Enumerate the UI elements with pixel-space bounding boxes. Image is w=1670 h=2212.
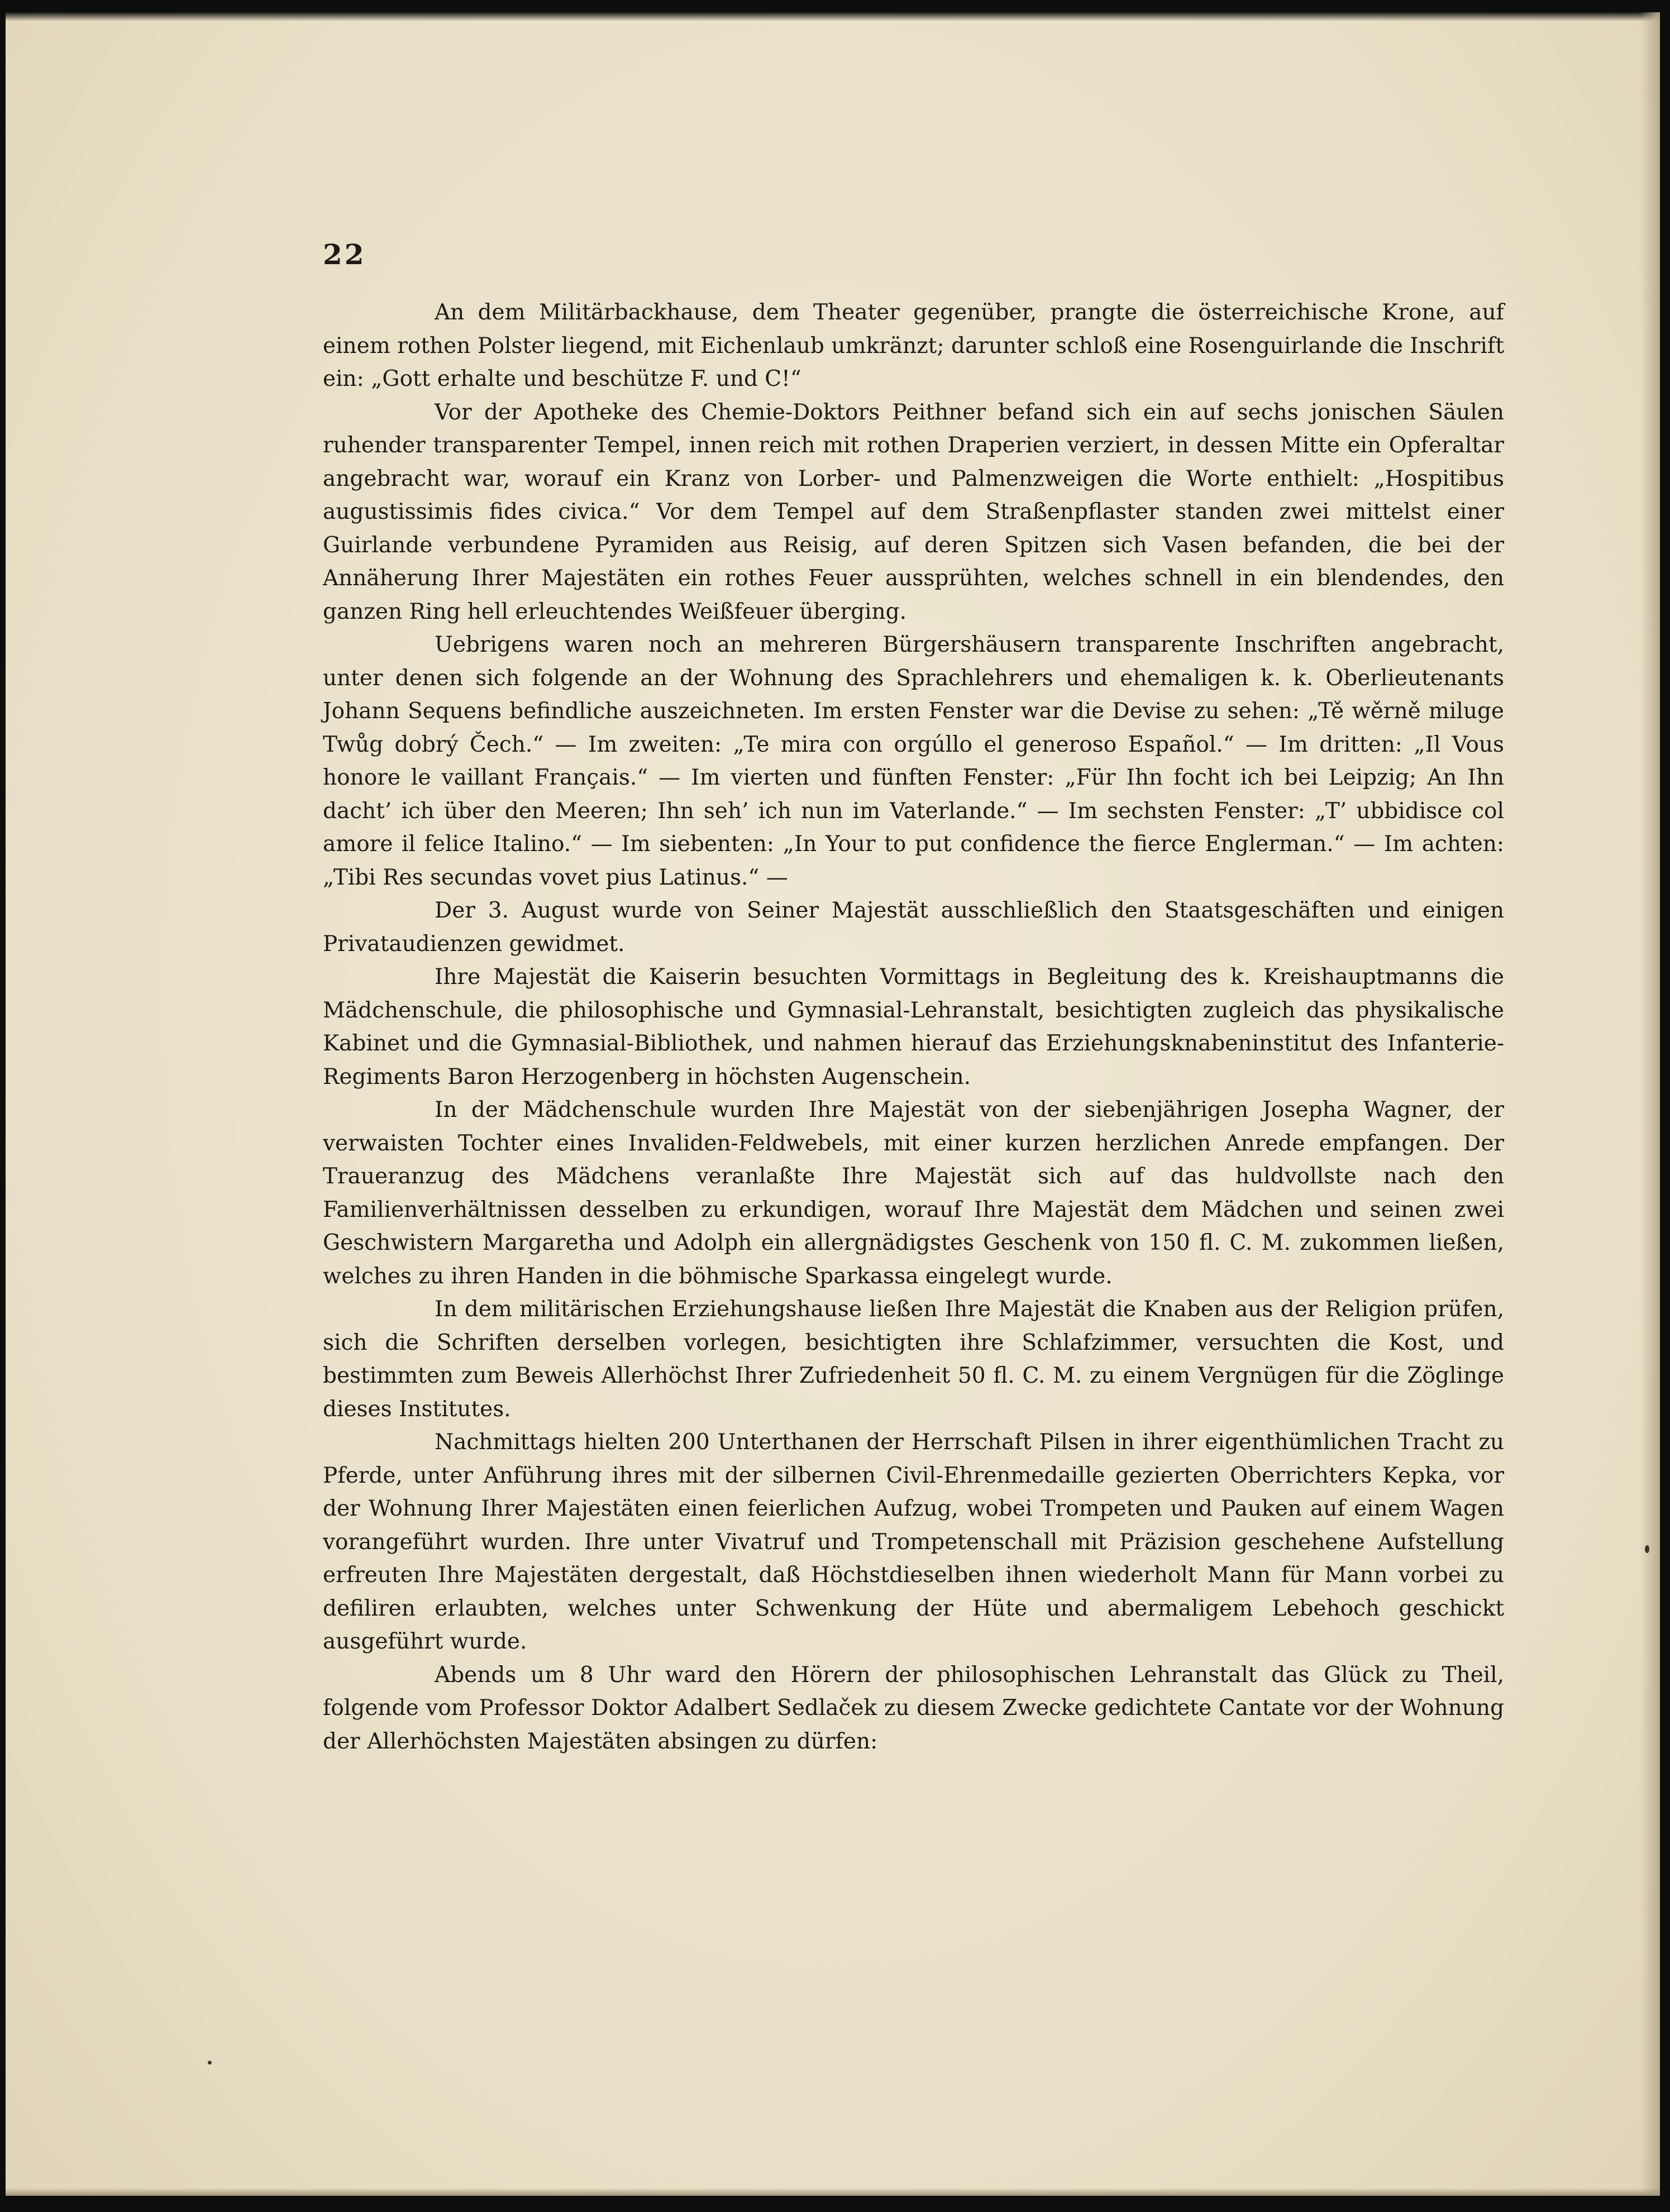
paragraph: Der 3. August wurde von Seiner Majestät ausschließlich den Staatsgeschäften und einigen Privataudienzen gewidmet. [323,898,1504,957]
paragraph: Nachmittags hielten 200 Unterthanen der Herrschaft Pilsen in ihrer eigenthümlichen Tracht zu Pferde, unter Anführung ihres mit der silbernen Civil-Ehrenmedaille gezierten Oberrichters Kepka, vor der Wohnung Ihrer Majestäten einen feierlichen Aufzug, wobei Trompeten und Pauken auf einem Wagen vorangeführt wurden. Ihre unter Vivatruf und Trompetenschall mit Präzision geschehene Aufstellung erfreuten Ihre Majestäten dergestalt, daß Höchstdieselben ihnen wiederholt Mann für Mann vorbei zu defiliren erlaubten, welches unter Schwenkung der Hüte und abermaligem Lebehoch geschickt ausgeführt wurde. [323,1430,1504,1654]
body-text [323,296,1504,1758]
page-bottom-edge [6,2188,1660,2196]
paragraph: Uebrigens waren noch an mehreren Bürgershäusern transparente Inschriften angebracht, unter denen sich folgende an der Wohnung des Sprachlehrers und ehemaligen k. k. Oberlieutenants Johann Sequens befindliche auszeichneten. Im ersten Fenster war die Devise zu sehen: „Tě wěrně miluge Twůg dobrý Čech.“ — Im zweiten: „Te mira con orgúllo el generoso Español.“ — Im dritten: „Il Vous honore le vaillant Français.“ — Im vierten und fünften Fenster: „Für Ihn focht ich bei Leipzig; An Ihn dacht’ ich über den Meeren; Ihn seh’ ich nun im Vaterlande.“ — Im sechsten Fenster: „T’ ubbidisce col amore il felice Italino.“ — Im siebenten: „In Your to put confidence the fierce Englerman.“ — Im achten: „Tibi Res secundas vovet pius Latinus.“ — [323,632,1504,890]
paper-speck [1645,1545,1649,1553]
paragraph: Ihre Majestät die Kaiserin besuchten Vormittags in Begleitung des k. Kreishauptmanns die Mädchenschule, die philosophische und Gymnasial-Lehranstalt, besichtigten zugleich das physikalische Kabinet und die Gymnasial-Bibliothek, und nahmen hierauf das Erziehungsknabeninstitut des Infanterie-Regiments Baron Herzogenberg in höchsten Augenschein. [323,964,1504,1090]
page-top-shadow [6,12,1660,21]
paragraph: In der Mädchenschule wurden Ihre Majestät von der siebenjährigen Josepha Wagner, der verwaisten Tochter eines Invaliden-Feldwebels, mit einer kurzen herzlichen Anrede empfangen. Der Traueranzug des Mädchens veranlaßte Ihre Majestät sich auf das huldvollste nach den Familienverhältnissen desselben zu erkundigen, worauf Ihre Majestät dem Mädchen und seinen zwei Geschwistern Margaretha und Adolph ein allergnädigstes Geschenk von 150 fl. C. M. zukommen ließen, welches zu ihren Handen in die böhmische Sparkassa eingelegt wurde. [323,1097,1504,1289]
paragraph: Vor der Apotheke des Chemie-Doktors Peithner befand sich ein auf sechs jonischen Säulen ruhender transparenter Tempel, innen reich mit rothen Draperien verziert, in dessen Mitte ein Opferaltar angebracht war, worauf ein Kranz von Lorber- und Palmenzweigen die Worte enthielt: „Hospitibus augustissimis fides civica.“ Vor dem Tempel auf dem Straßenpflaster standen zwei mittelst einer Guirlande verbundene Pyramiden aus Reisig, auf deren Spitzen sich Vasen befanden, die bei der Annäherung Ihrer Majestäten ein rothes Feuer aussprühten, welches schnell in ein blendendes, den ganzen Ring hell erleuchtendes Weißfeuer überging. [323,399,1504,624]
paper-speck [208,2061,212,2065]
book-page [6,12,1660,2196]
paragraph: An dem Militärbackhause, dem Theater gegenüber, prangte die österreichische Krone, auf einem rothen Polster liegend, mit Eichenlaub umkränzt; darunter schloß eine Rosenguirlande die Inschrift ein: „Gott erhalte und beschütze F. und C!“ [323,300,1504,391]
page-number: 22 [323,238,366,271]
paragraph: Abends um 8 Uhr ward den Hörern der philosophischen Lehranstalt das Glück zu Theil, folgende vom Professor Doktor Adalbert Sedlaček zu diesem Zwecke gedichtete Cantate vor der Wohnung der Allerhöchsten Majestäten absingen zu dürfen: [323,1662,1504,1754]
page-right-edge [1640,12,1660,2196]
paragraph: In dem militärischen Erziehungshause ließen Ihre Majestät die Knaben aus der Religion prüfen, sich die Schriften derselben vorlegen, besichtigten ihre Schlafzimmer, versuchten die Kost, und bestimmten zum Beweis Allerhöchst Ihrer Zufriedenheit 50 fl. C. M. zu einem Vergnügen für die Zöglinge dieses Institutes. [323,1297,1504,1422]
